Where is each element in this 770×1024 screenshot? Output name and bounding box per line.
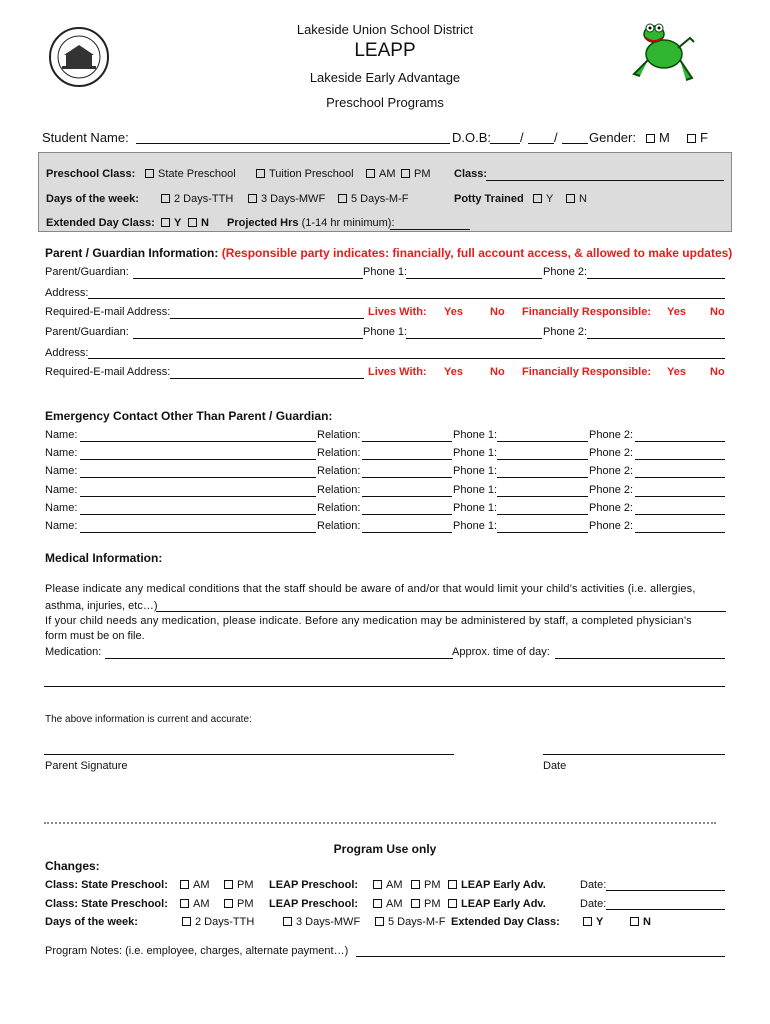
emergency-name-field[interactable]: [80, 477, 316, 478]
checkbox-icon: [687, 134, 696, 143]
emergency-name-field[interactable]: [80, 514, 316, 515]
parent2-name-field[interactable]: [133, 338, 363, 339]
medical-text-line: Please indicate any medical conditions that the staff should be aware of and/or that would limit your child’s activities (i.e. allergies,: [45, 583, 696, 595]
parent1-phone2-field[interactable]: [587, 278, 725, 279]
projected-hours-field[interactable]: [390, 229, 470, 230]
checkbox-icon: [411, 899, 420, 908]
parent1-lives-no[interactable]: No: [490, 306, 505, 318]
emergency-phone2-label: Phone 2:: [589, 465, 634, 477]
parent1-financial-no[interactable]: No: [710, 306, 725, 318]
class-label: Class:: [454, 168, 488, 180]
checkbox-icon: [583, 917, 592, 926]
office-am-option[interactable]: AM: [180, 898, 210, 910]
checkbox-icon: [182, 917, 191, 926]
program-short-title: LEAPP: [354, 40, 416, 61]
frog-mascot-logo: [628, 16, 698, 86]
medical-text-line: If your child needs any medication, please indicate. Before any medication may be administered by staff, a completed physician’s: [45, 615, 692, 627]
dob-separator: /: [520, 130, 524, 145]
emergency-relation-label: Relation:: [317, 520, 361, 532]
parent-section-heading: Parent / Guardian Information: (Responsible party indicates: financially, full account access, & allowed to make updates): [45, 246, 733, 260]
office-leap-am-option[interactable]: AM: [373, 879, 403, 891]
program-notes-label: Program Notes: (i.e. employee, charges, alternate payment…): [45, 945, 349, 957]
checkbox-icon: [373, 899, 382, 908]
emergency-relation-field[interactable]: [362, 496, 452, 497]
dob-year-field[interactable]: [562, 143, 588, 144]
office-leap-pm-option[interactable]: PM: [411, 898, 441, 910]
checkbox-icon: [161, 218, 170, 227]
office-date-field[interactable]: [606, 890, 725, 891]
emergency-phone1-field[interactable]: [497, 496, 588, 497]
days-mf-option[interactable]: 5 Days-M-F: [338, 193, 408, 205]
preschool-class-label: Preschool Class:: [46, 168, 136, 180]
parent1-phone1-label: Phone 1:: [363, 266, 408, 278]
tuition-preschool-option[interactable]: Tuition Preschool: [256, 168, 354, 180]
parent2-email-field[interactable]: [170, 378, 364, 379]
office-leap-pm-option[interactable]: PM: [411, 879, 441, 891]
program-subtitle: Preschool Programs: [326, 95, 444, 110]
days-mwf-option[interactable]: 3 Days-MWF: [248, 193, 325, 205]
checkbox-icon: [566, 194, 575, 203]
checkbox-icon: [411, 880, 420, 889]
parent-signature-label: Parent Signature: [45, 760, 128, 772]
student-name-label: Student Name:: [42, 130, 129, 145]
gender-m-option[interactable]: M: [646, 130, 670, 145]
emergency-phone1-label: Phone 1:: [453, 465, 498, 477]
office-pm-option[interactable]: PM: [224, 879, 254, 891]
class-field[interactable]: [486, 180, 724, 181]
emergency-name-label: Name:: [45, 447, 78, 459]
checkbox-icon: [180, 899, 189, 908]
checkbox-icon: [256, 169, 265, 178]
parent2-phone1-label: Phone 1:: [363, 326, 408, 338]
days-tth-option[interactable]: 2 Days-TTH: [161, 193, 233, 205]
emergency-relation-field[interactable]: [362, 532, 452, 533]
dob-day-field[interactable]: [528, 143, 554, 144]
emergency-relation-label: Relation:: [317, 465, 361, 477]
emergency-phone2-label: Phone 2:: [589, 447, 634, 459]
office-class-state-label: Class: State Preschool:: [45, 879, 168, 891]
parent2-financial-yes[interactable]: Yes: [667, 366, 686, 378]
emergency-section-heading: Emergency Contact Other Than Parent / Guardian:: [45, 409, 333, 423]
emergency-name-label: Name:: [45, 429, 78, 441]
parent1-address-field[interactable]: [88, 298, 725, 299]
certify-statement: The above information is current and accurate:: [45, 714, 252, 725]
checkbox-icon: [283, 917, 292, 926]
checkbox-icon: [188, 218, 197, 227]
emergency-name-label: Name:: [45, 502, 78, 514]
checkbox-icon: [646, 134, 655, 143]
parent2-lives-yes[interactable]: Yes: [444, 366, 463, 378]
dob-separator: /: [554, 130, 558, 145]
potty-trained-label: Potty Trained: [454, 193, 524, 205]
office-am-option[interactable]: AM: [180, 879, 210, 891]
emergency-relation-field[interactable]: [362, 459, 452, 460]
parent-signature-field[interactable]: [44, 754, 454, 755]
parent2-address-label: Address:: [45, 347, 89, 359]
program-long-title: Lakeside Early Advantage: [309, 70, 461, 85]
emergency-relation-label: Relation:: [317, 484, 361, 496]
checkbox-icon: [375, 917, 384, 926]
extended-day-label: Extended Day Class:: [46, 217, 155, 229]
program-notes-field[interactable]: [356, 956, 725, 957]
emergency-phone1-field[interactable]: [497, 459, 588, 460]
checkbox-icon: [630, 917, 639, 926]
office-extended-label: Extended Day Class:: [451, 916, 560, 928]
emergency-phone2-field[interactable]: [635, 477, 725, 478]
medical-section-heading: Medical Information:: [45, 551, 163, 565]
emergency-name-label: Name:: [45, 520, 78, 532]
cut-line-divider: [44, 822, 716, 824]
emergency-name-field[interactable]: [80, 441, 316, 442]
parent1-email-label: Required-E-mail Address:: [45, 306, 171, 318]
parent1-name-field[interactable]: [133, 278, 363, 279]
checkbox-icon: [448, 899, 457, 908]
parent1-phone2-label: Phone 2:: [543, 266, 588, 278]
emergency-phone1-label: Phone 1:: [453, 484, 498, 496]
office-date-label: Date:: [580, 898, 607, 910]
dob-month-field[interactable]: [490, 143, 520, 144]
parent2-phone1-field[interactable]: [406, 338, 542, 339]
medical-text-line: asthma, injuries, etc…): [45, 600, 158, 612]
emergency-relation-label: Relation:: [317, 502, 361, 514]
parent2-lives-with-label: Lives With:: [368, 366, 427, 378]
student-name-field[interactable]: [136, 143, 450, 144]
parent1-financial-label: Financially Responsible:: [522, 306, 651, 318]
office-leap-early-option[interactable]: LEAP Early Adv.: [448, 898, 546, 910]
approx-time-label: Approx. time of day:: [452, 646, 550, 658]
checkbox-icon: [180, 880, 189, 889]
emergency-phone1-label: Phone 1:: [453, 447, 498, 459]
emergency-phone2-field[interactable]: [635, 496, 725, 497]
medication-field[interactable]: [105, 658, 453, 659]
emergency-name-label: Name:: [45, 484, 78, 496]
emergency-phone1-field[interactable]: [497, 441, 588, 442]
parent1-label: Parent/Guardian:: [45, 266, 129, 278]
emergency-phone2-field[interactable]: [635, 441, 725, 442]
emergency-phone2-field[interactable]: [635, 459, 725, 460]
days-of-week-label: Days of the week:: [46, 193, 139, 205]
changes-label: Changes:: [45, 859, 100, 873]
parent2-financial-no[interactable]: No: [710, 366, 725, 378]
checkbox-icon: [401, 169, 410, 178]
parent2-email-label: Required-E-mail Address:: [45, 366, 171, 378]
office-date-field[interactable]: [606, 909, 725, 910]
emergency-phone2-field[interactable]: [635, 514, 725, 515]
projected-hours-label: Projected Hrs (1-14 hr minimum):: [227, 217, 395, 229]
gender-label: Gender:: [589, 130, 636, 145]
emergency-relation-label: Relation:: [317, 447, 361, 459]
office-leap-preschool-label: LEAP Preschool:: [269, 879, 359, 891]
parent1-address-label: Address:: [45, 287, 89, 299]
emergency-name-field[interactable]: [80, 496, 316, 497]
emergency-phone2-label: Phone 2:: [589, 484, 634, 496]
district-name: Lakeside Union School District: [296, 22, 474, 37]
parent1-lives-yes[interactable]: Yes: [444, 306, 463, 318]
emergency-relation-label: Relation:: [317, 429, 361, 441]
emergency-phone1-label: Phone 1:: [453, 502, 498, 514]
emergency-phone1-label: Phone 1:: [453, 520, 498, 532]
potty-y-option[interactable]: Y: [533, 193, 553, 205]
checkbox-icon: [366, 169, 375, 178]
gender-f-option[interactable]: F: [687, 130, 708, 145]
office-days-mf-option[interactable]: 5 Days-M-F: [375, 916, 445, 928]
office-leap-preschool-label: LEAP Preschool:: [269, 898, 359, 910]
signature-date-label: Date: [543, 760, 567, 772]
checkbox-icon: [224, 899, 233, 908]
state-preschool-option[interactable]: State Preschool: [145, 168, 236, 180]
emergency-phone2-label: Phone 2:: [589, 429, 634, 441]
emergency-phone1-field[interactable]: [497, 477, 588, 478]
checkbox-icon: [161, 194, 170, 203]
emergency-phone2-label: Phone 2:: [589, 520, 634, 532]
parent2-lives-no[interactable]: No: [490, 366, 505, 378]
emergency-phone1-field[interactable]: [497, 514, 588, 515]
checkbox-icon: [448, 880, 457, 889]
emergency-relation-field[interactable]: [362, 477, 452, 478]
office-pm-option[interactable]: PM: [224, 898, 254, 910]
dob-label: D.O.B:: [452, 130, 492, 145]
medical-text-line: form must be on file.: [45, 630, 145, 642]
parent2-phone2-field[interactable]: [587, 338, 725, 339]
checkbox-icon: [338, 194, 347, 203]
approx-time-field[interactable]: [555, 658, 725, 659]
emergency-relation-field[interactable]: [362, 441, 452, 442]
office-days-tth-option[interactable]: 2 Days-TTH: [182, 916, 254, 928]
emergency-name-field[interactable]: [80, 532, 316, 533]
am-option[interactable]: AM: [366, 168, 396, 180]
extended-n-option[interactable]: N: [188, 217, 209, 229]
office-date-label: Date:: [580, 879, 607, 891]
office-extended-y-option[interactable]: Y: [583, 916, 603, 928]
emergency-name-field[interactable]: [80, 459, 316, 460]
emergency-name-label: Name:: [45, 465, 78, 477]
office-leap-early-option[interactable]: LEAP Early Adv.: [448, 879, 546, 891]
checkbox-icon: [373, 880, 382, 889]
potty-n-option[interactable]: N: [566, 193, 587, 205]
parent1-email-field[interactable]: [170, 318, 364, 319]
parent1-financial-yes[interactable]: Yes: [667, 306, 686, 318]
emergency-phone2-field[interactable]: [635, 532, 725, 533]
parent2-financial-label: Financially Responsible:: [522, 366, 651, 378]
medical-conditions-field[interactable]: [156, 611, 726, 612]
checkbox-icon: [224, 880, 233, 889]
office-extended-n-option[interactable]: N: [630, 916, 651, 928]
checkbox-icon: [533, 194, 542, 203]
checkbox-icon: [145, 169, 154, 178]
office-days-label: Days of the week:: [45, 916, 138, 928]
medication-label: Medication:: [45, 646, 102, 658]
medical-extra-field[interactable]: [44, 686, 725, 687]
parent2-phone2-label: Phone 2:: [543, 326, 588, 338]
parent1-phone1-field[interactable]: [406, 278, 542, 279]
emergency-phone1-label: Phone 1:: [453, 429, 498, 441]
emergency-phone1-field[interactable]: [497, 532, 588, 533]
extended-y-option[interactable]: Y: [161, 217, 181, 229]
checkbox-icon: [248, 194, 257, 203]
parent2-label: Parent/Guardian:: [45, 326, 129, 338]
office-leap-am-option[interactable]: AM: [373, 898, 403, 910]
office-class-state-label: Class: State Preschool:: [45, 898, 168, 910]
parent1-lives-with-label: Lives With:: [368, 306, 427, 318]
signature-date-field[interactable]: [543, 754, 725, 755]
program-use-heading: Program Use only: [333, 842, 437, 856]
emergency-phone2-label: Phone 2:: [589, 502, 634, 514]
pm-option[interactable]: PM: [401, 168, 431, 180]
emergency-relation-field[interactable]: [362, 514, 452, 515]
office-days-mwf-option[interactable]: 3 Days-MWF: [283, 916, 360, 928]
parent2-address-field[interactable]: [88, 358, 725, 359]
